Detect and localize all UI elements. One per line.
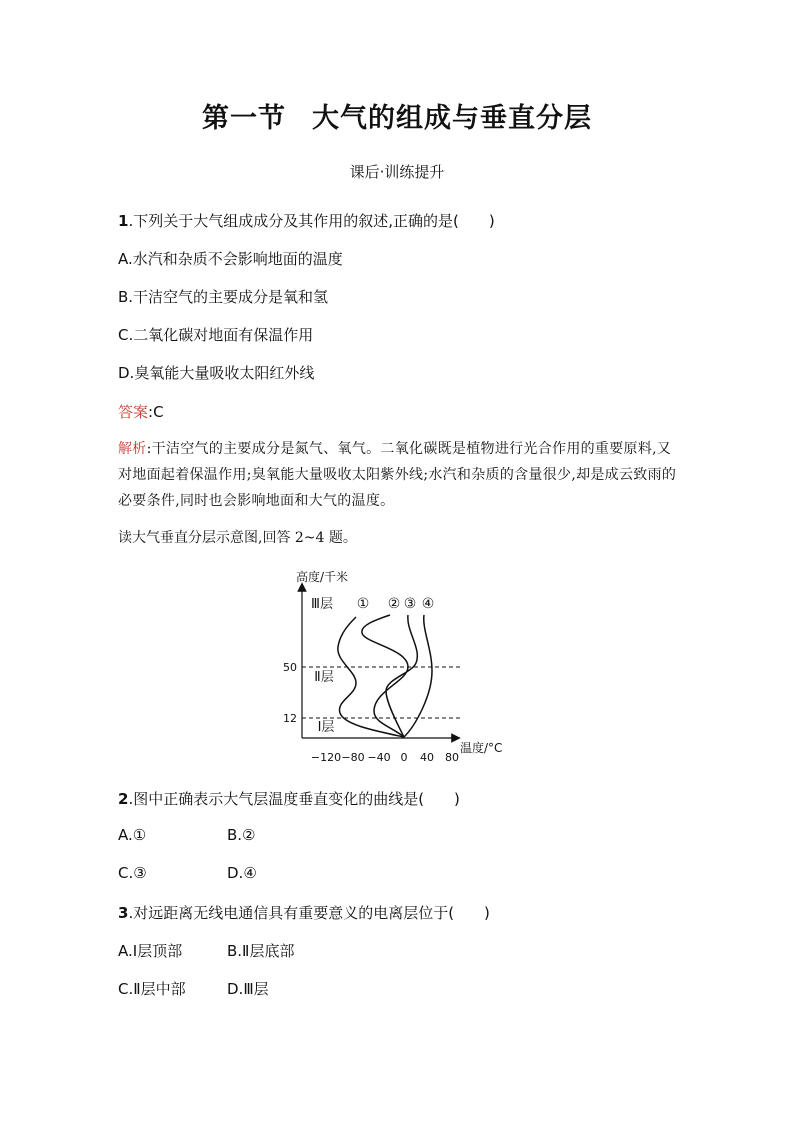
atmosphere-layer-diagram bbox=[280, 563, 520, 773]
question-1-option-a: A.水汽和杂质不会影响地面的温度 bbox=[118, 250, 343, 268]
explanation-text: :干洁空气的主要成分是氮气、氧气。二氧化碳既是植物进行光合作用的重要原料,又对地面起着保温作用;臭氧能大量吸收太阳紫外线;水汽和杂质的含量很少,却是成云致雨的必要条件,同时也会影响地面和大气的温度。 bbox=[118, 441, 677, 509]
explanation-block bbox=[118, 436, 678, 514]
question-3-number: 3 bbox=[118, 904, 129, 922]
curve-4 bbox=[404, 615, 432, 737]
y-tick-50: 50 bbox=[283, 661, 297, 674]
y-axis-label: 高度/千米 bbox=[296, 570, 349, 584]
question-1-option-b: B.干洁空气的主要成分是氧和氢 bbox=[118, 288, 329, 306]
curve-3 bbox=[386, 615, 417, 737]
curve-label-3: ③ bbox=[403, 596, 417, 612]
x-tick-minus-120: −120 bbox=[310, 751, 342, 764]
question-3-stem bbox=[118, 902, 490, 923]
question-2-text: .图中正确表示大气层温度垂直变化的曲线是( ) bbox=[128, 790, 460, 808]
page-title bbox=[0, 96, 794, 135]
question-1-text: .下列关于大气组成成分及其作用的叙述,正确的是( ) bbox=[128, 212, 495, 230]
page-subtitle: 课后·训练提升 bbox=[349, 163, 445, 181]
x-axis-label: 温度/°C bbox=[460, 741, 503, 755]
answer-line bbox=[118, 401, 164, 422]
question-2-number: 2 bbox=[118, 790, 129, 808]
question-2-option-a: A.① bbox=[118, 826, 147, 844]
question-2-option-d: D.④ bbox=[227, 864, 257, 882]
explanation-label: 解析 bbox=[118, 441, 147, 457]
curve-1 bbox=[338, 617, 404, 737]
answer-label: 答案 bbox=[118, 403, 149, 421]
layer-label-iii: Ⅲ层 bbox=[311, 597, 333, 612]
question-3-option-b: B.Ⅱ层底部 bbox=[227, 942, 295, 960]
answer-value: :C bbox=[148, 403, 164, 421]
x-tick-minus-40: −40 bbox=[367, 751, 391, 764]
question-1-option-d: D.臭氧能大量吸收太阳红外线 bbox=[118, 364, 315, 382]
question-3-option-a: A.Ⅰ层顶部 bbox=[118, 942, 183, 960]
title-section: 第一节 bbox=[202, 103, 286, 134]
title-topic: 大气的组成与垂直分层 bbox=[312, 103, 592, 134]
x-tick-80: 80 bbox=[445, 751, 459, 764]
question-1-stem bbox=[118, 210, 495, 231]
curve-label-4: ④ bbox=[421, 596, 435, 612]
question-1-number: 1 bbox=[118, 212, 129, 230]
question-2-option-b: B.② bbox=[227, 826, 256, 844]
x-tick-40: 40 bbox=[420, 751, 434, 764]
question-3-text: .对远距离无线电通信具有重要意义的电离层位于( ) bbox=[128, 904, 490, 922]
layer-label-i: Ⅰ层 bbox=[317, 720, 335, 735]
x-tick-minus-80: −80 bbox=[341, 751, 365, 764]
question-1-option-c: C.二氧化碳对地面有保温作用 bbox=[118, 326, 314, 344]
question-2-option-c: C.③ bbox=[118, 864, 147, 882]
question-3-option-d: D.Ⅲ层 bbox=[227, 980, 269, 998]
curve-label-2: ② bbox=[387, 596, 401, 612]
layer-label-ii: Ⅱ层 bbox=[314, 670, 334, 685]
question-2-stem bbox=[118, 788, 460, 809]
curve-label-1: ① bbox=[356, 596, 370, 612]
diagram-lead-text: 读大气垂直分层示意图,回答 2~4 题。 bbox=[118, 530, 357, 546]
question-3-option-c: C.Ⅱ层中部 bbox=[118, 980, 186, 998]
x-tick-0: 0 bbox=[400, 751, 408, 764]
y-tick-12: 12 bbox=[283, 712, 297, 725]
